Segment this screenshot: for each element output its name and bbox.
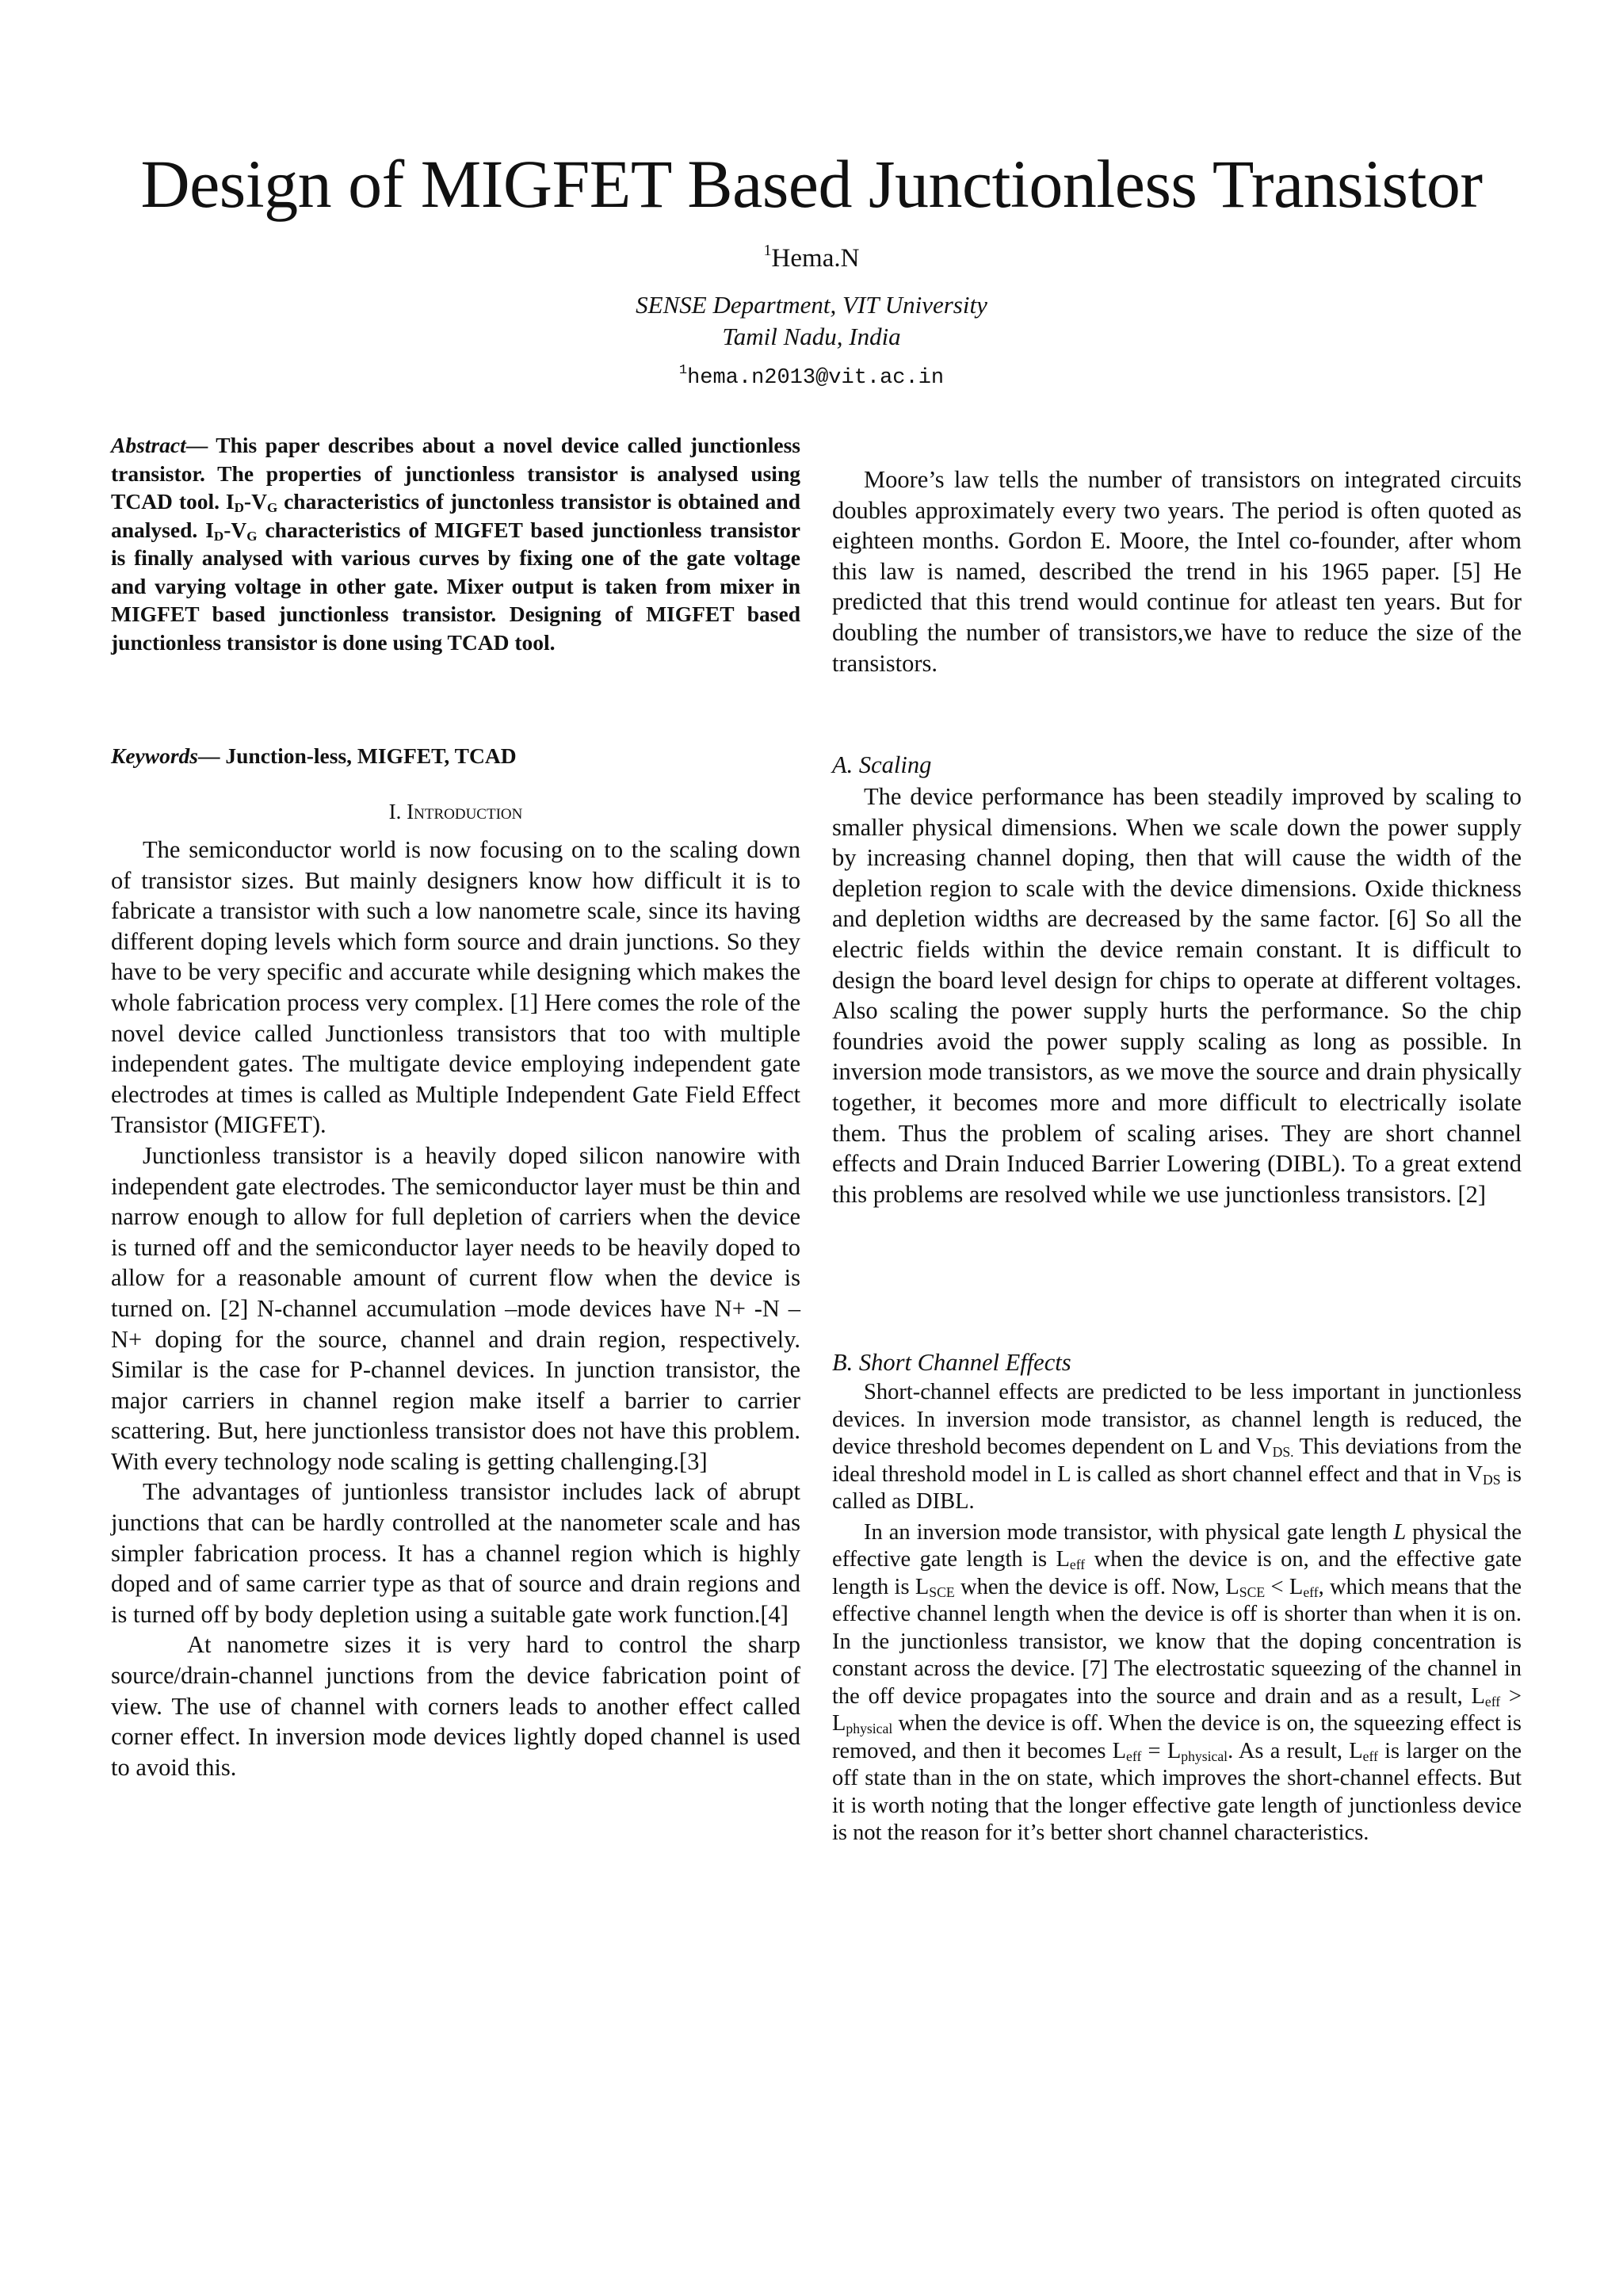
sce-text: In an inversion mode transistor, with physical gate length bbox=[864, 1519, 1394, 1545]
sce-paragraph-1 bbox=[832, 1379, 1522, 1516]
sce-sub: DS bbox=[1483, 1471, 1501, 1488]
keywords-text: Junction-less, MIGFET, TCAD bbox=[225, 743, 517, 768]
keywords-label: Keywords bbox=[111, 743, 198, 768]
affiliation-department: SENSE Department, VIT University bbox=[636, 291, 987, 319]
intro-paragraph-3: The advantages of juntionless transistor includes lack of abrupt junctions that can be hardly controlled at the nanometer scale and has simpler fabrication process. It has a channel region which is highly doped and of same carrier type as that of source and drain regions and is turned off by body depletion using a suitable gate work function.[4] bbox=[111, 1478, 800, 1628]
sce-text: . As a result, L bbox=[1228, 1738, 1363, 1763]
sce-sub: physical bbox=[1181, 1748, 1228, 1764]
short-channel-body bbox=[832, 1379, 1522, 1847]
subsection-heading-scaling: A. Scaling bbox=[832, 751, 932, 778]
intro-paragraph-2: Junctionless transistor is a heavily doped silicon nanowire with independent gate electrodes. The semiconductor layer must be thin and narrow enough to allow for full depletion of carriers when the device is turned off and the semiconductor layer needs to be heavily doped to allow for a reasonable amount of current flow when the device is turned on. [2] N-channel accumulation –mode devices have N+ -N –N+ doping for the source, channel and drain region, respectively. Similar is the case for P-channel devices. In junction transistor, the major carriers in channel region make itself a barrier to carrier scattering. But, here junctionless transistor does not have this problem. With every technology node scaling is getting challenging.[3] bbox=[111, 1141, 800, 1475]
section-number: I. bbox=[388, 800, 402, 823]
sce-text: Short-channel effects are predicted to be less important in junctionless devices. In inversion mode transistor, as channel length is reduced, the device threshold becomes dependent on L and V bbox=[832, 1380, 1522, 1459]
keywords-dash: — bbox=[198, 743, 226, 768]
abstract-sub: D bbox=[213, 528, 224, 544]
moore-law-paragraph bbox=[832, 464, 1522, 678]
sce-sub: SCE bbox=[929, 1584, 955, 1600]
sce-text: is called as DIBL. bbox=[832, 1461, 1522, 1514]
sce-sub: physical bbox=[846, 1721, 893, 1736]
sce-text: when the device is off. Now, L bbox=[954, 1574, 1239, 1599]
abstract-text-3: characteristics of MIGFET based junctionless transistor is finally analysed with various curves by fixing one of the gate voltage and varying voltage in other gate. Mixer output is taken from mixer in MIGFET based junctionless transistor. Designing of MIGFET based junctionless transistor is done using TCAD tool. bbox=[111, 517, 801, 655]
paper-title: Design of MIGFET Based Junctionless Transistor bbox=[140, 146, 1483, 222]
sce-text: when the device is on, and the effective gate length is L bbox=[832, 1547, 1522, 1599]
abstract-sep: -V bbox=[223, 517, 247, 542]
sce-sub: eff bbox=[1303, 1584, 1319, 1600]
sce-text: = L bbox=[1141, 1738, 1182, 1763]
sce-text: This deviations from the ideal threshold model in L is called as short channel effect and that in V bbox=[832, 1435, 1522, 1487]
abstract-text-2: characteristics of junctonless transistor is obtained and analysed. I bbox=[111, 489, 800, 542]
scaling-paragraph: The device performance has been steadily improved by scaling to smaller physical dimensions. When we scale down the power supply by increasing channel doping, then that will cause the width of the depletion region to scale with the device dimensions. Oxide thickness and depletion widths are decreased by the same factor. [6] So all the electric fields within the device remain constant. It is difficult to design the board level design for chips to operate at different voltages. Also scaling the power supply hurts the performance. So the chip foundries avoid the power supply scaling as long as possible. In inversion mode transistors, as we move the source and drain physically together, it becomes more and more difficult to electrically isolate them. Thus the problem of scaling arises. They are short channel effects and Drain Induced Barrier Lowering (DIBL). To a great extend this problems are resolved while we use junctionless transistors. [2] bbox=[832, 783, 1522, 1208]
sce-sub: DS. bbox=[1272, 1444, 1294, 1460]
subsection-heading-short-channel-effects: B. Short Channel Effects bbox=[832, 1349, 1071, 1376]
abstract-sub: G bbox=[246, 528, 258, 544]
moore-paragraph: Moore’s law tells the number of transistors on integrated circuits doubles approximately every two years. The period is often quoted as eighteen months. Gordon E. Moore, the Intel co-founder, after whom this law is named, described the trend in his 1965 paper. [5] He predicted that this trend would continue for atleast ten years. But for doubling the number of transistors,we have to reduce the size of the transistors. bbox=[832, 466, 1522, 677]
abstract-sub: D bbox=[234, 500, 244, 515]
intro-paragraph-1: The semiconductor world is now focusing on to the scaling down of transistor sizes. But mainly designers know how difficult it is to fabricate a transistor with such a low nanometre scale, since its having different doping levels which form source and drain junctions. So they have to be very specific and accurate while designing which makes the whole fabrication process very complex. [1] Here comes the role of the novel device called Junctionless transistors that too with multiple independent gates. The multigate device employing independent gate electrodes at times is called as Multiple Independent Gate Field Effect Transistor (MIGFET). bbox=[111, 836, 800, 1139]
sce-sub: eff bbox=[1362, 1748, 1378, 1764]
sce-text: > L bbox=[832, 1683, 1522, 1736]
affiliation-location: Tamil Nadu, India bbox=[722, 323, 901, 350]
abstract-sep: -V bbox=[243, 489, 267, 514]
author bbox=[0, 235, 1623, 274]
author-superscript: 1 bbox=[763, 242, 772, 259]
sce-sub: SCE bbox=[1239, 1584, 1266, 1600]
section-heading-introduction bbox=[111, 797, 800, 826]
section-title: Introduction bbox=[407, 800, 523, 823]
scaling-body bbox=[832, 781, 1522, 1209]
sce-text: , which means that the effective channel length when the device is off is shorter than when it is on. In the junctionless transistor, we know that the doping concentration is constant across the device. [7] The electrostatic squeezing of the channel in the off device propagates into the source and drain and as a result, L bbox=[832, 1574, 1522, 1709]
intro-paragraph-4: At nanometre sizes it is very hard to control the sharp source/drain-channel junctions from the device fabrication point of view. The use of channel with corners leads to another effect called corner effect. In inversion mode devices lightly doped channel is used to avoid this. bbox=[111, 1631, 800, 1781]
sce-text: physical the effective gate length is L bbox=[832, 1519, 1522, 1572]
email-address: hema.n2013@vit.ac.in bbox=[687, 366, 945, 390]
sce-sub: eff bbox=[1126, 1748, 1142, 1764]
abstract-sub: G bbox=[266, 500, 278, 515]
sce-sub: eff bbox=[1069, 1557, 1086, 1572]
sce-text: < L bbox=[1265, 1574, 1304, 1599]
sce-text: when the device is off. When the device is on, the squeezing effect is removed, and then it becomes L bbox=[832, 1711, 1522, 1763]
sce-text: is larger on the off state than in the on state, which improves the short-channel effects. But it is worth noting that the longer effective gate length of junctionless device is not the reason for it’s better short channel characteristics. bbox=[832, 1738, 1522, 1845]
sce-sub: eff bbox=[1484, 1693, 1501, 1710]
abstract-dash: — bbox=[185, 433, 216, 457]
keywords bbox=[111, 742, 800, 770]
abstract-label: Abstract bbox=[111, 433, 186, 457]
sce-paragraph-2 bbox=[832, 1519, 1522, 1847]
abstract-text-1: This paper describes about a novel device called junctionless transistor. The properties of junctionless transistor is analysed using TCAD tool. I bbox=[111, 433, 800, 514]
email-superscript: 1 bbox=[678, 363, 688, 378]
author-name: Hema.N bbox=[771, 244, 860, 273]
affiliation bbox=[0, 289, 1623, 353]
introduction-body bbox=[111, 835, 800, 1782]
sce-italic-L: L bbox=[1393, 1519, 1407, 1545]
author-email bbox=[0, 357, 1623, 392]
abstract bbox=[111, 431, 800, 656]
